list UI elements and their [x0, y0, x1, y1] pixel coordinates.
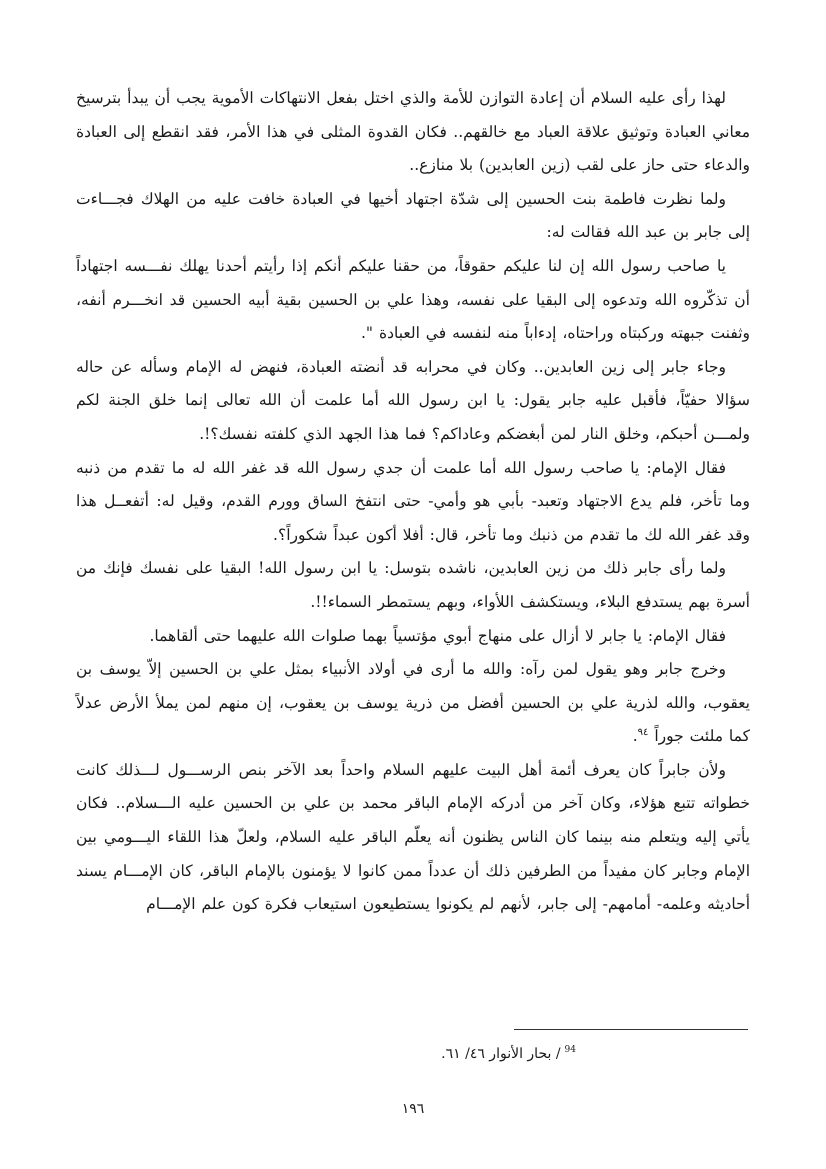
footnote-text: / بحار الأنوار ٤٦/ ٦١. [441, 1046, 561, 1062]
page-number: ١٩٦ [401, 1101, 425, 1117]
footnote-separator [514, 1029, 748, 1030]
paragraph-3: يا صاحب رسول الله إن لنا عليكم حقوقاً، من حقنا عليكم أنكم إذا رأيتم أحدنا يهلك نفـــسه اجتهاداً أن تذكّروه الله وتدعوه إلى البقيا على نفسه، وهذا علي بن الحسين بقية أبيه الحسين قد انخـــرم أنفه، وثفنت جبهته وركبتاه وراحتاه، إدءاباً منه لنفسه في العبادة ". [76, 256, 750, 343]
paragraph-4: وجاء جابر إلى زين العابدين.. وكان في محرابه قد أنضته العبادة، فنهض له الإمام وسأله عن حاله سؤالا حفيّاً، فأقبل عليه جابر يقول: يا ابن رسول الله أما علمت أن الله تعالى إنما خلق الجنة لكم ولمـــن أحبكم، وخلق النار لمن أبغضكم وعاداكم؟ فما هذا الجهد الذي كلفته نفسك؟!. [76, 357, 750, 443]
footnote-number: 94 [564, 1045, 576, 1056]
paragraph-1: لهذا رأى عليه السلام أن إعادة التوازن للأمة والذي اختل بفعل الانتهاكات الأموية يجب أن يبدأ بترسيخ معاني العبادة وتوثيق علاقة العباد مع خالقهم.. فكان القدوة المثلى في هذا الأمر، فقد انقطع إلى العبادة والدعاء حتى حاز على لقب (زين العابدين) بلا منازع.. [76, 89, 750, 175]
footnote [441, 1042, 576, 1066]
paragraph-9: ولأن جابراً كان يعرف أئمة أهل البيت عليهم السلام واحداً بعد الآخر بنص الرســـول لـــذلك كانت خطواته تتبع هؤلاء، وكان آخر من أدركه الإمام الباقر محمد بن علي بن الحسين عليه الـــسلام.. فكان يأتي إليه ويتعلم منه بينما كان الناس يظنون أنه يعلّم الباقر عليه السلام، ولعلّ هذا اللقاء اليـــومي بين الإمام وجابر كان مفيداً من الطرفين ذلك أن عدداً ممن كانوا لا يؤمنون بالإمام الباقر، كان الإمـــام يسند أحاديثه وعلمه- أمامهم- إلى جابر، لأنهم لم يكونوا يستطيعون استيعاب فكرة كون علم الإمـــام [76, 760, 750, 914]
paragraph-6: ولما رأى جابر ذلك من زين العابدين، ناشده بتوسل: يا ابن رسول الله! البقيا على نفسك فإنك من أسرة بهم يستدفع البلاء، ويستكشف اللأواء، وبهم يستمطر السماء!!. [76, 559, 750, 611]
paragraph-8 [76, 653, 750, 754]
paragraph-8-text: وخرج جابر وهو يقول لمن رآه: والله ما أرى في أولاد الأنبياء بمثل علي بن الحسين إلاّ يوسف بن يعقوب، والله لذرية علي بن الحسين أفضل من ذرية يوسف بن يعقوب، إن منهم لمن يملأ الأرض عدلاً كما ملئت جوراً [76, 660, 750, 746]
paragraph-7: فقال الإمام: يا جابر لا أزال على منهاج أبوي مؤتسياً بهما صلوات الله عليهما حتى ألقاهما. [149, 626, 726, 645]
paragraph-2: ولما نظرت فاطمة بنت الحسين إلى شدّة اجتهاد أخيها في العبادة خافت عليه من الهلاك فجـــاءت إلى جابر بن عبد الله فقالت له: [76, 189, 750, 242]
body-text [76, 82, 750, 922]
footnote-reference: ٩٤ [637, 727, 649, 739]
paragraph-5: فقال الإمام: يا صاحب رسول الله أما علمت أن جدي رسول الله قد غفر الله له ما تقدم من ذنبه وما تأخر، فلم يدع الاجتهاد وتعبد- بأبي هو وأمي- حتى انتفخ الساق وورم القدم، وقيل له: أتفعــل هذا وقد غفر الله لك ما تقدم من ذنبك وما تأخر، قال: أفلا أكون عبداً شكوراً؟. [76, 458, 750, 544]
paragraph-8-closing: . [632, 727, 638, 746]
